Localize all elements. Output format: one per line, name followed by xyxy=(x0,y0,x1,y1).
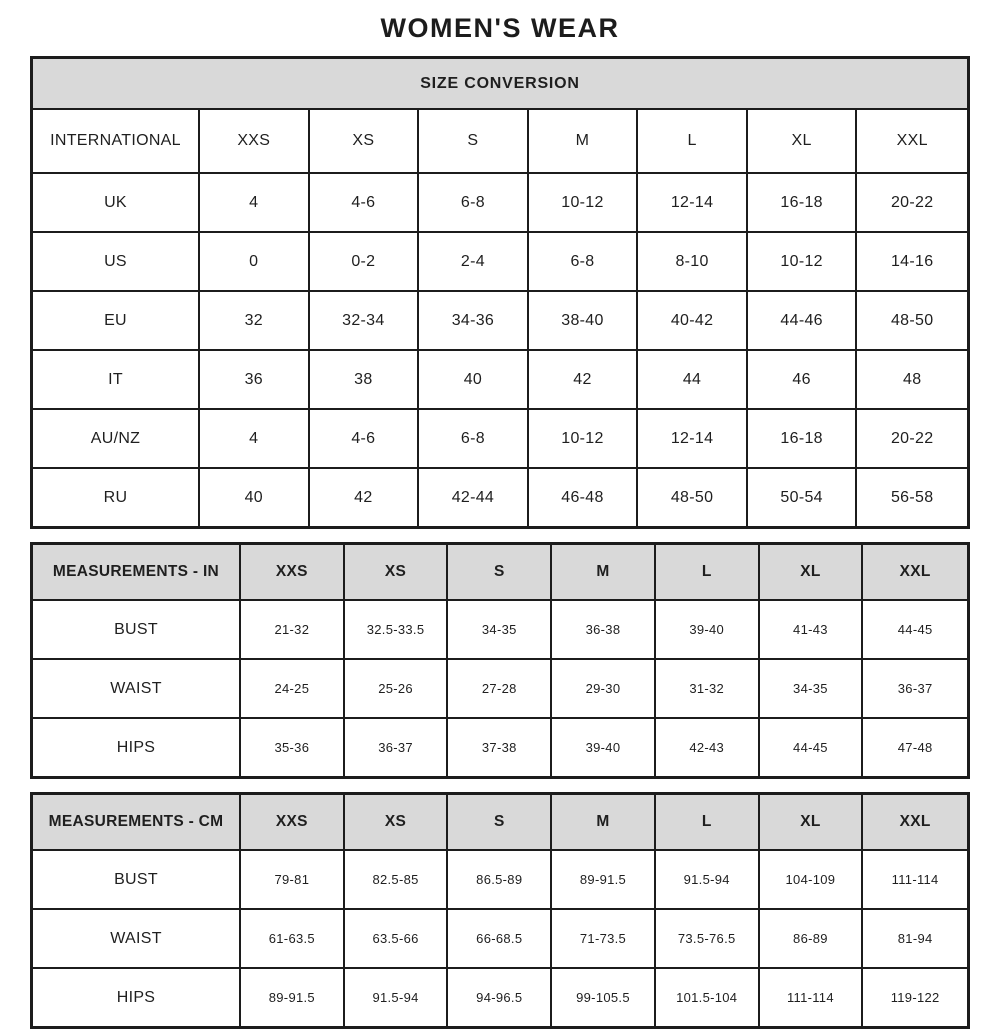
data-cell: 48-50 xyxy=(857,292,967,351)
table-header-row xyxy=(33,545,967,601)
data-cell: 111-114 xyxy=(760,969,864,1026)
data-cell: 10-12 xyxy=(748,233,858,292)
data-cell: 39-40 xyxy=(656,601,760,660)
data-cell: 81-94 xyxy=(863,910,967,969)
data-cell: 34-36 xyxy=(419,292,529,351)
data-cell: 2-4 xyxy=(419,233,529,292)
header-cell: XL xyxy=(760,545,864,601)
data-cell: 111-114 xyxy=(863,851,967,910)
data-cell: 44-45 xyxy=(760,719,864,776)
data-cell: 31-32 xyxy=(656,660,760,719)
data-cell: 104-109 xyxy=(760,851,864,910)
header-cell: XXL xyxy=(863,545,967,601)
row-label-cell: AU/NZ xyxy=(33,410,200,469)
header-cell: XXS xyxy=(241,545,345,601)
data-cell: 32.5-33.5 xyxy=(345,601,449,660)
data-cell: 89-91.5 xyxy=(552,851,656,910)
table-header-row xyxy=(33,795,967,851)
data-cell: 39-40 xyxy=(552,719,656,776)
table-row xyxy=(33,910,967,969)
data-cell: 89-91.5 xyxy=(241,969,345,1026)
data-cell: 12-14 xyxy=(638,174,748,233)
data-cell: 119-122 xyxy=(890,990,940,1005)
data-cell: 36-37 xyxy=(863,660,967,719)
data-cell: 16-18 xyxy=(748,174,858,233)
data-cell: 44-46 xyxy=(748,292,858,351)
data-cell: 86.5-89 xyxy=(448,851,552,910)
data-cell: 20-22 xyxy=(857,410,967,469)
data-cell: 38 xyxy=(310,351,420,410)
table-row xyxy=(33,292,967,351)
data-cell: 91.5-94 xyxy=(656,851,760,910)
data-cell: 4-6 xyxy=(310,410,420,469)
data-cell: 36-37 xyxy=(345,719,449,776)
header-cell: L xyxy=(656,795,760,851)
table-row xyxy=(33,719,967,776)
data-cell: 41-43 xyxy=(760,601,864,660)
data-cell: 66-68.5 xyxy=(448,910,552,969)
row-label-cell: HIPS xyxy=(33,969,241,1026)
header-cell: S xyxy=(448,795,552,851)
data-cell: 24-25 xyxy=(241,660,345,719)
data-cell: 6-8 xyxy=(529,233,639,292)
table-row xyxy=(33,351,967,410)
header-cell: XXL xyxy=(863,795,967,851)
header-cell: XL xyxy=(748,110,858,174)
data-cell: 36 xyxy=(200,351,310,410)
header-cell: S xyxy=(419,110,529,174)
row-label-cell: BUST xyxy=(33,851,241,910)
header-cell: S xyxy=(448,545,552,601)
row-label-cell: US xyxy=(33,233,200,292)
data-cell: 42-44 xyxy=(419,469,529,526)
data-cell: 16-18 xyxy=(748,410,858,469)
row-label-cell: RU xyxy=(33,469,200,526)
header-cell: MEASUREMENTS - IN xyxy=(33,545,241,601)
data-cell: 73.5-76.5 xyxy=(656,910,760,969)
header-cell: XL xyxy=(760,795,864,851)
data-cell: 79-81 xyxy=(241,851,345,910)
data-cell: 4 xyxy=(200,174,310,233)
measurements-cm-table xyxy=(30,792,970,1029)
table-row xyxy=(33,410,967,469)
data-cell: 46-48 xyxy=(529,469,639,526)
data-cell: 29-30 xyxy=(552,660,656,719)
row-label-cell: BUST xyxy=(33,601,241,660)
data-cell: 40 xyxy=(419,351,529,410)
header-cell: L xyxy=(638,110,748,174)
data-cell: 36-38 xyxy=(552,601,656,660)
header-cell: L xyxy=(656,545,760,601)
data-cell: 40 xyxy=(200,469,310,526)
header-cell: M xyxy=(529,110,639,174)
table-row xyxy=(33,969,967,1026)
row-label-cell: EU xyxy=(33,292,200,351)
size-conversion-banner: SIZE CONVERSION xyxy=(33,59,967,110)
page-title: WOMEN'S WEAR xyxy=(380,13,620,43)
data-cell: 10-12 xyxy=(529,174,639,233)
data-cell: 4 xyxy=(200,410,310,469)
header-cell: M xyxy=(552,795,656,851)
header-cell: XS xyxy=(310,110,420,174)
row-label-cell: WAIST xyxy=(33,910,241,969)
data-cell: 91.5-94 xyxy=(345,969,449,1026)
data-cell: 4-6 xyxy=(310,174,420,233)
data-cell: 50-54 xyxy=(748,469,858,526)
data-cell: 48-50 xyxy=(638,469,748,526)
data-cell: 47-48 xyxy=(897,740,933,755)
data-cell: 42-43 xyxy=(656,719,760,776)
table-row xyxy=(33,233,967,292)
data-cell: 25-26 xyxy=(345,660,449,719)
data-cell: 32-34 xyxy=(310,292,420,351)
header-cell: XXS xyxy=(241,795,345,851)
data-cell: 48 xyxy=(857,351,967,410)
data-cell: 94-96.5 xyxy=(448,969,552,1026)
table-header-row xyxy=(33,110,967,174)
data-cell: 71-73.5 xyxy=(552,910,656,969)
content-container xyxy=(30,0,970,1029)
row-label-cell: WAIST xyxy=(33,660,241,719)
data-cell: 20-22 xyxy=(857,174,967,233)
header-cell: XXS xyxy=(200,110,310,174)
data-cell: 86-89 xyxy=(760,910,864,969)
data-cell: 0 xyxy=(200,233,310,292)
data-cell: 34-35 xyxy=(760,660,864,719)
data-cell: 35-36 xyxy=(241,719,345,776)
data-cell: 101.5-104 xyxy=(656,969,760,1026)
table-row xyxy=(33,174,967,233)
data-cell: 14-16 xyxy=(857,233,967,292)
data-cell: 27-28 xyxy=(448,660,552,719)
data-cell: 12-14 xyxy=(638,410,748,469)
data-cell: 32 xyxy=(200,292,310,351)
data-cell: 82.5-85 xyxy=(345,851,449,910)
data-cell: 46 xyxy=(748,351,858,410)
data-cell: 34-35 xyxy=(448,601,552,660)
data-cell: 63.5-66 xyxy=(345,910,449,969)
header-cell: XXL xyxy=(857,110,967,174)
data-cell: 61-63.5 xyxy=(241,910,345,969)
measurements-in-table xyxy=(30,542,970,779)
table-row xyxy=(33,469,967,526)
data-cell: 21-32 xyxy=(241,601,345,660)
data-cell: 37-38 xyxy=(448,719,552,776)
header-cell: M xyxy=(552,545,656,601)
data-cell: 44 xyxy=(638,351,748,410)
data-cell: 38-40 xyxy=(529,292,639,351)
header-cell: INTERNATIONAL xyxy=(33,110,200,174)
data-cell: 44-45 xyxy=(863,601,967,660)
data-cell: 6-8 xyxy=(419,174,529,233)
table-row xyxy=(33,601,967,660)
data-cell: 40-42 xyxy=(638,292,748,351)
row-label-cell: UK xyxy=(33,174,200,233)
header-cell: MEASUREMENTS - CM xyxy=(33,795,241,851)
data-cell: 10-12 xyxy=(529,410,639,469)
data-cell: 0-2 xyxy=(310,233,420,292)
row-label-cell: HIPS xyxy=(33,719,241,776)
data-cell: 6-8 xyxy=(419,410,529,469)
data-cell: 42 xyxy=(529,351,639,410)
data-cell: 8-10 xyxy=(638,233,748,292)
header-cell: XS xyxy=(345,545,449,601)
data-cell: 42 xyxy=(310,469,420,526)
data-cell: 56-58 xyxy=(890,488,934,506)
size-conversion-table xyxy=(30,56,970,529)
table-row xyxy=(33,851,967,910)
row-label-cell: IT xyxy=(33,351,200,410)
table-row xyxy=(33,660,967,719)
data-cell: 99-105.5 xyxy=(552,969,656,1026)
header-cell: XS xyxy=(345,795,449,851)
